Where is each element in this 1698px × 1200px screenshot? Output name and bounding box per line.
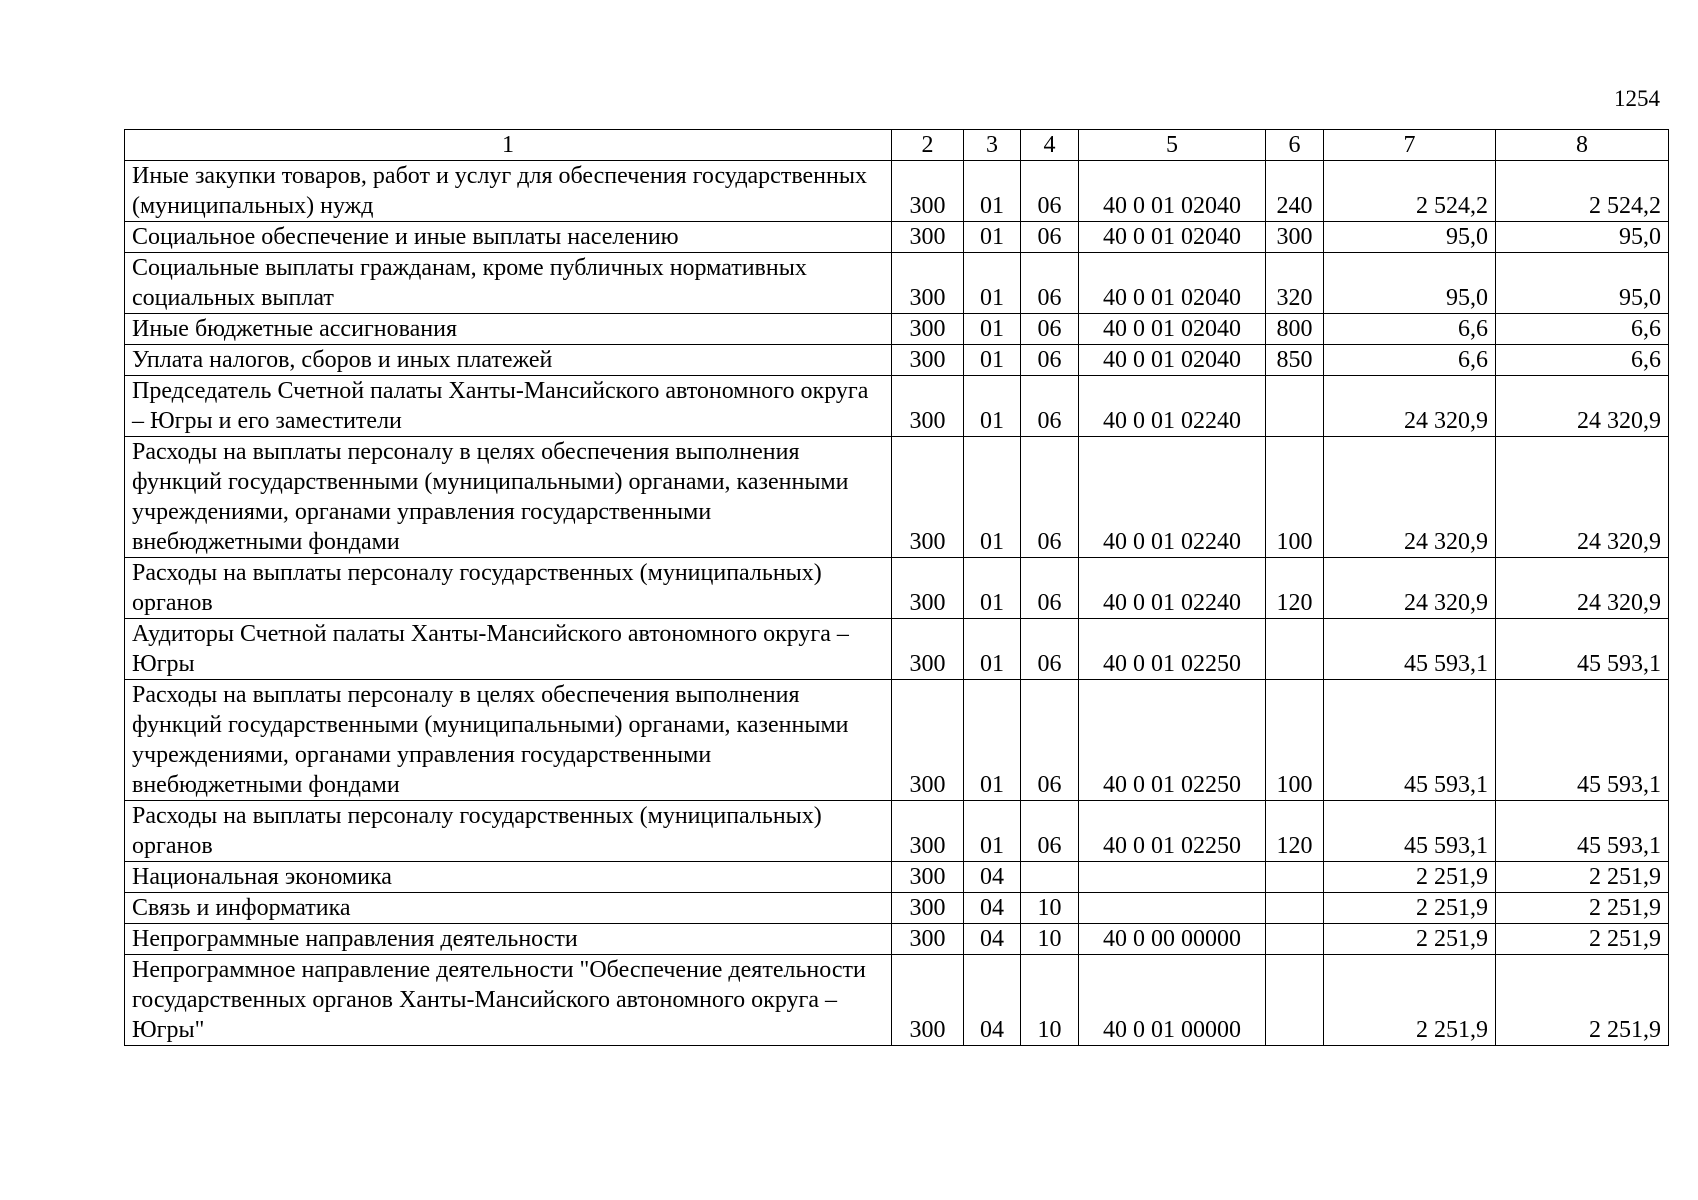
- row-section-code: 01: [964, 558, 1021, 619]
- row-target-code: 40 0 00 00000: [1079, 924, 1266, 955]
- row-amount-year-1: 2 524,2: [1324, 161, 1496, 222]
- row-ministry-code: 300: [892, 314, 964, 345]
- row-expense-type-code: 100: [1266, 680, 1324, 801]
- row-name: Непрограммные направления деятельности: [125, 924, 892, 955]
- row-amount-year-1: 2 251,9: [1324, 893, 1496, 924]
- row-section-code: 04: [964, 862, 1021, 893]
- row-amount-year-1: 6,6: [1324, 314, 1496, 345]
- table-row: [125, 161, 1669, 222]
- row-ministry-code: 300: [892, 619, 964, 680]
- row-target-code: 40 0 01 02240: [1079, 376, 1266, 437]
- row-ministry-code: 300: [892, 558, 964, 619]
- header-col-7: 7: [1324, 130, 1496, 161]
- row-section-code: 04: [964, 924, 1021, 955]
- page-number: 1254: [1614, 86, 1660, 111]
- row-name: Связь и информатика: [125, 893, 892, 924]
- row-name: Непрограммное направление деятельности "Обеспечение деятельности государственных органов Ханты-Мансийского автономного округа – Югры": [125, 955, 892, 1046]
- row-amount-year-1: 2 251,9: [1324, 862, 1496, 893]
- row-subsection-code: 06: [1021, 619, 1079, 680]
- row-subsection-code: 06: [1021, 161, 1079, 222]
- row-amount-year-1: 24 320,9: [1324, 376, 1496, 437]
- row-subsection-code: 06: [1021, 558, 1079, 619]
- row-section-code: 01: [964, 161, 1021, 222]
- row-target-code: 40 0 01 02240: [1079, 558, 1266, 619]
- header-col-3: 3: [964, 130, 1021, 161]
- row-name: Социальное обеспечение и иные выплаты населению: [125, 222, 892, 253]
- row-section-code: 01: [964, 801, 1021, 862]
- row-amount-year-2: 24 320,9: [1496, 558, 1669, 619]
- row-target-code: [1079, 893, 1266, 924]
- row-amount-year-2: 2 251,9: [1496, 862, 1669, 893]
- table-row: [125, 619, 1669, 680]
- row-name: Иные закупки товаров, работ и услуг для обеспечения государственных (муниципальных) нужд: [125, 161, 892, 222]
- row-amount-year-2: 45 593,1: [1496, 680, 1669, 801]
- row-amount-year-2: 24 320,9: [1496, 376, 1669, 437]
- row-amount-year-1: 95,0: [1324, 222, 1496, 253]
- row-amount-year-2: 2 251,9: [1496, 924, 1669, 955]
- row-subsection-code: 06: [1021, 437, 1079, 558]
- row-expense-type-code: 120: [1266, 558, 1324, 619]
- row-subsection-code: 06: [1021, 680, 1079, 801]
- table-row: [125, 862, 1669, 893]
- row-amount-year-2: 2 524,2: [1496, 161, 1669, 222]
- header-col-5: 5: [1079, 130, 1266, 161]
- row-ministry-code: 300: [892, 680, 964, 801]
- row-ministry-code: 300: [892, 955, 964, 1046]
- row-target-code: 40 0 01 02040: [1079, 253, 1266, 314]
- row-amount-year-2: 95,0: [1496, 253, 1669, 314]
- row-section-code: 01: [964, 437, 1021, 558]
- header-col-2: 2: [892, 130, 964, 161]
- row-expense-type-code: [1266, 893, 1324, 924]
- row-ministry-code: 300: [892, 222, 964, 253]
- row-name: Иные бюджетные ассигнования: [125, 314, 892, 345]
- row-amount-year-1: 45 593,1: [1324, 619, 1496, 680]
- row-ministry-code: 300: [892, 253, 964, 314]
- row-amount-year-1: 45 593,1: [1324, 801, 1496, 862]
- table-row: [125, 893, 1669, 924]
- row-subsection-code: 06: [1021, 314, 1079, 345]
- row-amount-year-1: 24 320,9: [1324, 558, 1496, 619]
- row-subsection-code: 10: [1021, 924, 1079, 955]
- row-ministry-code: 300: [892, 862, 964, 893]
- row-expense-type-code: 850: [1266, 345, 1324, 376]
- row-amount-year-2: 45 593,1: [1496, 619, 1669, 680]
- table-header: [125, 130, 1669, 161]
- budget-table: [124, 129, 1669, 1046]
- row-ministry-code: 300: [892, 345, 964, 376]
- row-amount-year-1: 6,6: [1324, 345, 1496, 376]
- table-row: [125, 955, 1669, 1046]
- row-amount-year-2: 95,0: [1496, 222, 1669, 253]
- row-ministry-code: 300: [892, 924, 964, 955]
- row-expense-type-code: 300: [1266, 222, 1324, 253]
- row-amount-year-2: 6,6: [1496, 314, 1669, 345]
- row-ministry-code: 300: [892, 893, 964, 924]
- row-expense-type-code: 320: [1266, 253, 1324, 314]
- row-section-code: 04: [964, 893, 1021, 924]
- table-row: [125, 680, 1669, 801]
- table-row: [125, 801, 1669, 862]
- row-section-code: 01: [964, 314, 1021, 345]
- table-row: [125, 376, 1669, 437]
- table-row: [125, 437, 1669, 558]
- header-col-1: 1: [125, 130, 892, 161]
- row-expense-type-code: [1266, 619, 1324, 680]
- row-amount-year-1: 2 251,9: [1324, 924, 1496, 955]
- row-section-code: 01: [964, 253, 1021, 314]
- row-subsection-code: 06: [1021, 376, 1079, 437]
- row-amount-year-1: 2 251,9: [1324, 955, 1496, 1046]
- row-ministry-code: 300: [892, 376, 964, 437]
- row-target-code: 40 0 01 02250: [1079, 801, 1266, 862]
- row-amount-year-1: 95,0: [1324, 253, 1496, 314]
- row-target-code: 40 0 01 02250: [1079, 619, 1266, 680]
- table-row: [125, 345, 1669, 376]
- row-target-code: 40 0 01 02040: [1079, 222, 1266, 253]
- row-ministry-code: 300: [892, 437, 964, 558]
- row-target-code: 40 0 01 02040: [1079, 161, 1266, 222]
- row-expense-type-code: 100: [1266, 437, 1324, 558]
- header-col-6: 6: [1266, 130, 1324, 161]
- row-name: Председатель Счетной палаты Ханты-Мансийского автономного округа – Югры и его заместители: [125, 376, 892, 437]
- row-ministry-code: 300: [892, 801, 964, 862]
- row-target-code: [1079, 862, 1266, 893]
- row-expense-type-code: [1266, 955, 1324, 1046]
- row-expense-type-code: [1266, 924, 1324, 955]
- table-row: [125, 314, 1669, 345]
- row-target-code: 40 0 01 02250: [1079, 680, 1266, 801]
- row-name: Социальные выплаты гражданам, кроме публичных нормативных социальных выплат: [125, 253, 892, 314]
- row-section-code: 01: [964, 680, 1021, 801]
- header-col-4: 4: [1021, 130, 1079, 161]
- row-name: Уплата налогов, сборов и иных платежей: [125, 345, 892, 376]
- row-amount-year-2: 2 251,9: [1496, 893, 1669, 924]
- row-subsection-code: 10: [1021, 955, 1079, 1046]
- row-section-code: 01: [964, 222, 1021, 253]
- table-row: [125, 253, 1669, 314]
- row-amount-year-2: 24 320,9: [1496, 437, 1669, 558]
- table-body: [125, 161, 1669, 1046]
- header-row: [125, 130, 1669, 161]
- table-row: [125, 558, 1669, 619]
- row-section-code: 04: [964, 955, 1021, 1046]
- row-target-code: 40 0 01 00000: [1079, 955, 1266, 1046]
- row-name: Аудиторы Счетной палаты Ханты-Мансийского автономного округа – Югры: [125, 619, 892, 680]
- row-target-code: 40 0 01 02040: [1079, 345, 1266, 376]
- row-target-code: 40 0 01 02040: [1079, 314, 1266, 345]
- row-amount-year-2: 45 593,1: [1496, 801, 1669, 862]
- row-subsection-code: 06: [1021, 345, 1079, 376]
- row-expense-type-code: 120: [1266, 801, 1324, 862]
- header-col-8: 8: [1496, 130, 1669, 161]
- row-expense-type-code: [1266, 862, 1324, 893]
- row-amount-year-1: 45 593,1: [1324, 680, 1496, 801]
- row-subsection-code: 06: [1021, 801, 1079, 862]
- row-expense-type-code: [1266, 376, 1324, 437]
- row-name: Расходы на выплаты персоналу в целях обеспечения выполнения функций государственными (муниципальными) органами, казенными учреждениями, органами управления государственными внебюджетными фондами: [125, 437, 892, 558]
- row-expense-type-code: 800: [1266, 314, 1324, 345]
- row-subsection-code: 10: [1021, 893, 1079, 924]
- row-target-code: 40 0 01 02240: [1079, 437, 1266, 558]
- row-name: Национальная экономика: [125, 862, 892, 893]
- row-section-code: 01: [964, 345, 1021, 376]
- row-expense-type-code: 240: [1266, 161, 1324, 222]
- row-section-code: 01: [964, 376, 1021, 437]
- row-subsection-code: 06: [1021, 222, 1079, 253]
- row-name: Расходы на выплаты персоналу государственных (муниципальных) органов: [125, 558, 892, 619]
- row-amount-year-2: 2 251,9: [1496, 955, 1669, 1046]
- row-amount-year-1: 24 320,9: [1324, 437, 1496, 558]
- row-name: Расходы на выплаты персоналу в целях обеспечения выполнения функций государственными (муниципальными) органами, казенными учреждениями, органами управления государственными внебюджетными фондами: [125, 680, 892, 801]
- table-row: [125, 924, 1669, 955]
- row-name: Расходы на выплаты персоналу государственных (муниципальных) органов: [125, 801, 892, 862]
- row-subsection-code: 06: [1021, 253, 1079, 314]
- table-row: [125, 222, 1669, 253]
- row-amount-year-2: 6,6: [1496, 345, 1669, 376]
- row-section-code: 01: [964, 619, 1021, 680]
- row-subsection-code: [1021, 862, 1079, 893]
- row-ministry-code: 300: [892, 161, 964, 222]
